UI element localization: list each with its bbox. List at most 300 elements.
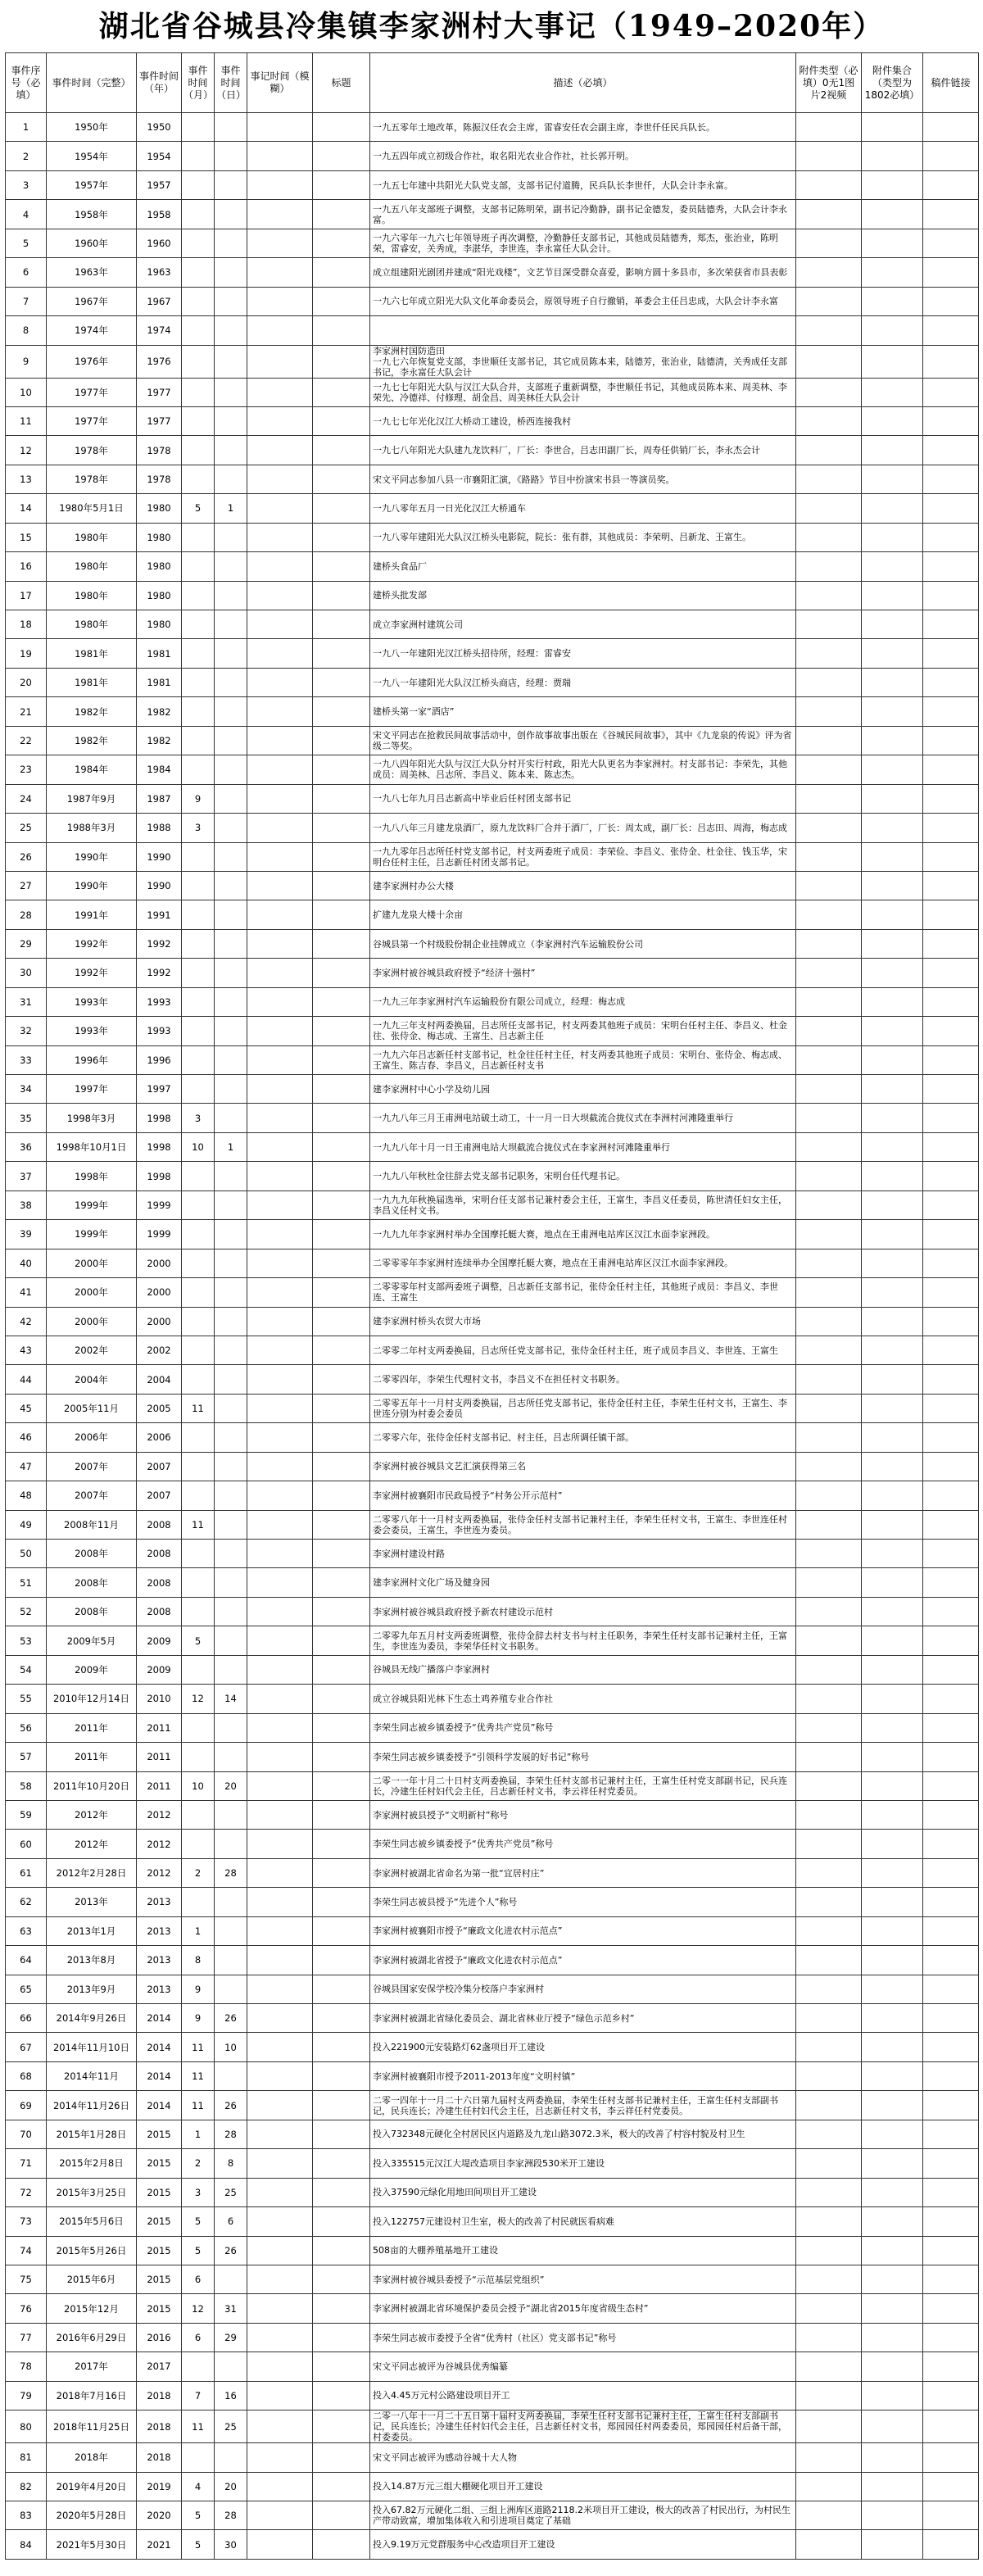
cell-attach-type	[796, 1104, 862, 1132]
cell-day	[215, 1249, 247, 1277]
cell-link	[923, 1540, 979, 1568]
cell-desc: 二零一八年十一月二十五日第十届村支两委换届，李荣生任村支部书记兼村主任，王富生任村支部副书记，民兵连长；冷建生任村妇代会主任，吕志新任村文书，郑园园任村两委委员，郑园园任村后备干部，村委委员。	[370, 2410, 796, 2443]
cell-time-full: 2015年5月26日	[47, 2236, 137, 2265]
cell-desc: 李家洲村被湖北省环境保护委员会授予“湖北省2015年度省级生态村”	[370, 2294, 796, 2323]
cell-day	[215, 406, 247, 435]
cell-seq: 29	[6, 929, 47, 958]
table-row	[6, 142, 979, 170]
table-row	[6, 1132, 979, 1161]
cell-desc: 一九九八年十月一日王甫洲电站大坝截流合拢仪式在李家洲村河滩隆重举行	[370, 1132, 796, 1161]
cell-seq: 63	[6, 1916, 47, 1945]
cell-link	[923, 2352, 979, 2381]
cell-time-vague	[247, 200, 313, 229]
cell-desc: 二零零九年五月村支两委班调整，张侍金辞去村支书与村主任职务，李荣生任村支部书记兼村主任，王富生，李世连为委员，李荣华任村文书职务。	[370, 1626, 796, 1655]
cell-seq: 78	[6, 2352, 47, 2381]
cell-seq: 15	[6, 523, 47, 551]
cell-seq: 53	[6, 1626, 47, 1655]
cell-seq: 12	[6, 436, 47, 465]
cell-desc: 一九九六年吕志新任村支部书记，杜金往任村主任，村支两委其他班子成员：宋明台、张侍金、梅志成、王富生、陈吉春、李昌义，吕志新任村支书	[370, 1045, 796, 1074]
cell-month	[182, 2352, 215, 2381]
table-row	[6, 2265, 979, 2293]
cell-time-vague	[247, 258, 313, 287]
cell-time-full: 1978年	[47, 465, 137, 493]
cell-desc: 投入67.82万元硬化二组、三组上洲库区道路2118.2米项目开工建设，极大的改善了村民出行，为村民生产带动致富，增加集体收入和引进项目奠定了基础	[370, 2501, 796, 2530]
cell-attach-type	[796, 1685, 862, 1713]
cell-subject	[313, 378, 370, 406]
cell-link	[923, 1626, 979, 1655]
cell-attach-set	[862, 229, 923, 257]
cell-link	[923, 2033, 979, 2061]
cell-day: 28	[215, 2501, 247, 2530]
cell-subject	[313, 1685, 370, 1713]
table-row	[6, 1162, 979, 1190]
cell-subject	[313, 1336, 370, 1364]
cell-time-vague	[247, 900, 313, 929]
cell-time-full: 2013年	[47, 1888, 137, 1916]
table-row	[6, 581, 979, 610]
cell-attach-set	[862, 1830, 923, 1858]
table-row	[6, 287, 979, 315]
cell-desc: 李家洲村被谷城县政府授予“经济十强村”	[370, 959, 796, 987]
cell-month	[182, 1190, 215, 1219]
cell-year: 1967	[137, 287, 182, 315]
cell-time-vague	[247, 1278, 313, 1307]
cell-time-full: 1988年3月	[47, 814, 137, 842]
cell-day	[215, 959, 247, 987]
cell-year: 2015	[137, 2178, 182, 2206]
table-row	[6, 345, 979, 378]
cell-link	[923, 755, 979, 784]
cell-seq: 59	[6, 1800, 47, 1829]
table-row	[6, 1916, 979, 1945]
cell-month: 10	[182, 1132, 215, 1161]
cell-year: 2012	[137, 1800, 182, 1829]
cell-attach-type	[796, 668, 862, 696]
cell-time-full: 1958年	[47, 200, 137, 229]
cell-time-vague	[247, 1743, 313, 1771]
cell-subject	[313, 814, 370, 842]
cell-subject	[313, 1888, 370, 1916]
cell-desc: 二零零零年村支部两委班子调整，吕志新任支部书记，张侍金任村主任，其他班子成员：李昌义、李世连、王富生	[370, 1278, 796, 1307]
cell-desc: 二零一一年十月二十日村支两委换届，李荣生任村支部书记兼村主任，王富生任村党支部副书记，民兵连长，冷建生任村妇代会主任，吕志新任村文书，李云祥任村党委员。	[370, 1771, 796, 1800]
cell-month	[182, 1597, 215, 1626]
cell-attach-type	[796, 1075, 862, 1104]
cell-subject	[313, 2061, 370, 2090]
cell-desc: 一九五四年成立初级合作社，取名阳光农业合作社，社长郭开明。	[370, 142, 796, 170]
cell-attach-type	[796, 2178, 862, 2206]
header-subject: 标题	[313, 53, 370, 113]
cell-day: 10	[215, 2033, 247, 2061]
cell-month	[182, 170, 215, 199]
cell-link	[923, 1655, 979, 1684]
cell-seq: 71	[6, 2149, 47, 2178]
cell-link	[923, 229, 979, 257]
cell-subject	[313, 2207, 370, 2236]
cell-attach-set	[862, 1365, 923, 1394]
cell-attach-set	[862, 406, 923, 435]
cell-month	[182, 610, 215, 639]
cell-attach-set	[862, 1888, 923, 1916]
cell-attach-type	[796, 287, 862, 315]
cell-time-vague	[247, 1830, 313, 1858]
cell-year: 2000	[137, 1278, 182, 1307]
cell-desc: 李荣生同志被乡镇委授予“引领科学发展的好书记”称号	[370, 1743, 796, 1771]
cell-subject	[313, 1249, 370, 1277]
cell-desc: 一九七八年阳光大队建九龙饮料厂，厂长：李世合，吕志田副厂长，周寿任供销厂长，李永杰会计	[370, 436, 796, 465]
cell-attach-type	[796, 1888, 862, 1916]
cell-subject	[313, 436, 370, 465]
table-row	[6, 406, 979, 435]
cell-month: 3	[182, 814, 215, 842]
cell-day: 8	[215, 2149, 247, 2178]
cell-year: 2008	[137, 1540, 182, 1568]
cell-time-vague	[247, 784, 313, 813]
cell-subject	[313, 142, 370, 170]
cell-year: 2015	[137, 2236, 182, 2265]
table-row	[6, 900, 979, 929]
cell-subject	[313, 1858, 370, 1887]
cell-desc: 一九五八年支部班子调整，支部书记陈明荣，副书记冷勤静，副书记金德发，委员陆德秀，大队会计李永富。	[370, 200, 796, 229]
cell-time-vague	[247, 726, 313, 755]
cell-attach-set	[862, 1394, 923, 1422]
cell-year: 2009	[137, 1655, 182, 1684]
table-row	[6, 1946, 979, 1975]
table-row	[6, 1190, 979, 1219]
cell-month: 10	[182, 1771, 215, 1800]
cell-desc: 扩建九龙泉大楼十余亩	[370, 900, 796, 929]
cell-day	[215, 436, 247, 465]
cell-time-vague	[247, 2501, 313, 2530]
cell-seq: 35	[6, 1104, 47, 1132]
cell-day	[215, 316, 247, 345]
cell-link	[923, 406, 979, 435]
cell-time-full: 2018年11月25日	[47, 2410, 137, 2443]
cell-day: 1	[215, 494, 247, 523]
cell-month	[182, 1452, 215, 1481]
table-row	[6, 1045, 979, 1074]
cell-subject	[313, 1190, 370, 1219]
cell-seq: 65	[6, 1975, 47, 2003]
cell-time-full: 1954年	[47, 142, 137, 170]
cell-year: 2008	[137, 1510, 182, 1539]
cell-day	[215, 668, 247, 696]
cell-attach-type	[796, 1336, 862, 1364]
cell-year: 1996	[137, 1045, 182, 1074]
table-row	[6, 465, 979, 493]
cell-attach-set	[862, 2149, 923, 2178]
cell-time-vague	[247, 2352, 313, 2381]
cell-desc: 宋文平同志在抢救民间故事活动中，创作故事故事出版在《谷城民间故事》，其中《九龙泉的传说》评为省级二等奖。	[370, 726, 796, 755]
cell-day: 16	[215, 2381, 247, 2410]
cell-time-full: 2018年7月16日	[47, 2381, 137, 2410]
cell-attach-set	[862, 726, 923, 755]
cell-seq: 26	[6, 842, 47, 871]
cell-link	[923, 287, 979, 315]
cell-desc: 建李家洲村文化广场及健身园	[370, 1568, 796, 1597]
table-row	[6, 1975, 979, 2003]
cell-attach-set	[862, 871, 923, 900]
cell-day	[215, 1888, 247, 1916]
cell-time-full: 2000年	[47, 1307, 137, 1336]
cell-attach-type	[796, 1190, 862, 1219]
cell-day	[215, 465, 247, 493]
cell-day: 31	[215, 2294, 247, 2323]
cell-link	[923, 1888, 979, 1916]
cell-time-vague	[247, 1916, 313, 1945]
cell-time-vague	[247, 1481, 313, 1510]
cell-attach-type	[796, 2004, 862, 2033]
cell-desc: 李家洲村被县授予“文明新村”称号	[370, 1800, 796, 1829]
cell-attach-type	[796, 842, 862, 871]
cell-link	[923, 1713, 979, 1742]
table-row	[6, 610, 979, 639]
cell-attach-set	[862, 2207, 923, 2236]
cell-day: 20	[215, 1771, 247, 1800]
cell-attach-set	[862, 959, 923, 987]
cell-time-vague	[247, 987, 313, 1016]
cell-attach-type	[796, 1946, 862, 1975]
cell-month	[182, 1423, 215, 1452]
cell-subject	[313, 755, 370, 784]
cell-time-vague	[247, 1365, 313, 1394]
cell-attach-set	[862, 258, 923, 287]
cell-attach-type	[796, 1597, 862, 1626]
cell-time-full: 2014年11月	[47, 2061, 137, 2090]
cell-year: 1950	[137, 113, 182, 142]
cell-attach-type	[796, 1626, 862, 1655]
cell-seq: 69	[6, 2091, 47, 2120]
cell-day	[215, 1510, 247, 1539]
table-row	[6, 639, 979, 668]
cell-attach-type	[796, 581, 862, 610]
cell-subject	[313, 1597, 370, 1626]
cell-year: 2011	[137, 1713, 182, 1742]
cell-seq: 33	[6, 1045, 47, 1074]
cell-day	[215, 1713, 247, 1742]
table-row	[6, 959, 979, 987]
cell-desc: 一九九八年三月王甫洲电站破土动工，十一月一日大坝截流合拢仪式在李洲村河滩隆重举行	[370, 1104, 796, 1132]
cell-month	[182, 552, 215, 581]
cell-month: 11	[182, 2061, 215, 2090]
cell-year: 2016	[137, 2323, 182, 2352]
cell-day	[215, 1394, 247, 1422]
cell-link	[923, 1858, 979, 1887]
cell-attach-set	[862, 639, 923, 668]
cell-year: 2004	[137, 1365, 182, 1394]
cell-time-vague	[247, 2061, 313, 2090]
table-row	[6, 1771, 979, 1800]
cell-desc: 一九八七年九月吕志新高中毕业后任村团支部书记	[370, 784, 796, 813]
cell-subject	[313, 1771, 370, 1800]
cell-seq: 17	[6, 581, 47, 610]
cell-seq: 46	[6, 1423, 47, 1452]
cell-year: 1990	[137, 842, 182, 871]
cell-attach-set	[862, 1452, 923, 1481]
table-row	[6, 814, 979, 842]
cell-month	[182, 1278, 215, 1307]
cell-subject	[313, 668, 370, 696]
cell-time-vague	[247, 2294, 313, 2323]
cell-subject	[313, 2178, 370, 2206]
cell-seq: 83	[6, 2501, 47, 2530]
cell-attach-type	[796, 1568, 862, 1597]
cell-year: 2015	[137, 2265, 182, 2293]
cell-subject	[313, 726, 370, 755]
cell-time-vague	[247, 1075, 313, 1104]
cell-day	[215, 1916, 247, 1945]
cell-month	[182, 229, 215, 257]
cell-year: 2008	[137, 1597, 182, 1626]
cell-day	[215, 697, 247, 726]
cell-attach-type	[796, 2120, 862, 2148]
cell-attach-set	[862, 784, 923, 813]
cell-link	[923, 697, 979, 726]
cell-link	[923, 1278, 979, 1307]
cell-desc: 一九八四年阳光大队与汉江大队分村开实行村政，阳光大队更名为李家洲村。村支部书记：李荣先，其他成员：周美林、吕志所、李昌义、陈本来、陈志杰。	[370, 755, 796, 784]
cell-subject	[313, 523, 370, 551]
cell-day	[215, 1045, 247, 1074]
cell-time-full: 2015年1月28日	[47, 2120, 137, 2148]
cell-link	[923, 1830, 979, 1858]
cell-month	[182, 1800, 215, 1829]
cell-link	[923, 1307, 979, 1336]
header-seq: 事件序号（必填）	[6, 53, 47, 113]
cell-attach-set	[862, 1655, 923, 1684]
cell-time-vague	[247, 523, 313, 551]
cell-month: 5	[182, 2236, 215, 2265]
cell-seq: 6	[6, 258, 47, 287]
cell-link	[923, 726, 979, 755]
table-row	[6, 668, 979, 696]
cell-link	[923, 1336, 979, 1364]
cell-subject	[313, 1104, 370, 1132]
cell-desc: 投入122757元建设村卫生室，极大的改善了村民就医看病难	[370, 2207, 796, 2236]
cell-day	[215, 1365, 247, 1394]
cell-year: 2006	[137, 1423, 182, 1452]
cell-time-full: 2018年	[47, 2443, 137, 2472]
cell-subject	[313, 287, 370, 315]
cell-attach-set	[862, 2501, 923, 2530]
cell-seq: 51	[6, 1568, 47, 1597]
table-row	[6, 113, 979, 142]
cell-attach-set	[862, 842, 923, 871]
cell-subject	[313, 2004, 370, 2033]
cell-attach-type	[796, 2236, 862, 2265]
cell-seq: 20	[6, 668, 47, 696]
cell-subject	[313, 2472, 370, 2501]
cell-year: 1993	[137, 987, 182, 1016]
cell-day	[215, 1336, 247, 1364]
cell-month: 3	[182, 1104, 215, 1132]
cell-link	[923, 1162, 979, 1190]
cell-desc: 建李家洲村中心小学及幼儿园	[370, 1075, 796, 1104]
cell-day	[215, 287, 247, 315]
cell-time-vague	[247, 1249, 313, 1277]
cell-link	[923, 494, 979, 523]
cell-time-full: 1996年	[47, 1045, 137, 1074]
table-row	[6, 1858, 979, 1887]
table-row	[6, 316, 979, 345]
cell-desc: 一九五零年土地改革，陈振汉任农会主席，雷睿安任农会副主席，李世仟任民兵队长。	[370, 113, 796, 142]
header-time-full: 事件时间（完整）	[47, 53, 137, 113]
cell-link	[923, 1220, 979, 1249]
cell-time-vague	[247, 1190, 313, 1219]
cell-seq: 82	[6, 2472, 47, 2501]
cell-time-vague	[247, 639, 313, 668]
cell-subject	[313, 2265, 370, 2293]
cell-year: 2009	[137, 1626, 182, 1655]
cell-link	[923, 2149, 979, 2178]
cell-desc: 508亩的大棚养殖基地开工建设	[370, 2236, 796, 2265]
cell-link	[923, 1423, 979, 1452]
cell-subject	[313, 784, 370, 813]
cell-month	[182, 900, 215, 929]
cell-desc: 投入37590元绿化用地田间项目开工建设	[370, 2178, 796, 2206]
cell-time-vague	[247, 871, 313, 900]
table-row	[6, 1075, 979, 1104]
cell-desc: 李家洲村被襄阳市民政局授予“村务公开示范村”	[370, 1481, 796, 1510]
cell-time-full: 2006年	[47, 1423, 137, 1452]
table-row	[6, 2530, 979, 2559]
cell-link	[923, 2381, 979, 2410]
table-row	[6, 842, 979, 871]
cell-time-full: 2008年	[47, 1597, 137, 1626]
cell-subject	[313, 1017, 370, 1045]
cell-link	[923, 987, 979, 1016]
cell-seq: 57	[6, 1743, 47, 1771]
cell-link	[923, 1249, 979, 1277]
cell-subject	[313, 959, 370, 987]
cell-day: 14	[215, 1685, 247, 1713]
cell-time-full: 1998年	[47, 1162, 137, 1190]
cell-subject	[313, 2294, 370, 2323]
cell-attach-set	[862, 2381, 923, 2410]
cell-month: 9	[182, 784, 215, 813]
cell-month: 9	[182, 1975, 215, 2003]
cell-day	[215, 814, 247, 842]
cell-time-vague	[247, 2472, 313, 2501]
cell-time-full: 1950年	[47, 113, 137, 142]
cell-time-vague	[247, 1510, 313, 1539]
cell-day	[215, 142, 247, 170]
cell-seq: 73	[6, 2207, 47, 2236]
header-day: 事件时间（日）	[215, 53, 247, 113]
cell-year: 2013	[137, 1946, 182, 1975]
cell-time-full: 2012年	[47, 1800, 137, 1829]
cell-year: 1957	[137, 170, 182, 199]
cell-time-vague	[247, 1540, 313, 1568]
cell-subject	[313, 258, 370, 287]
cell-time-vague	[247, 1336, 313, 1364]
table-row	[6, 2178, 979, 2206]
cell-desc: 李家洲村被襄阳市授予“廉政文化进农村示范点”	[370, 1916, 796, 1945]
cell-seq: 64	[6, 1946, 47, 1975]
cell-time-vague	[247, 814, 313, 842]
cell-day	[215, 1597, 247, 1626]
cell-month	[182, 1220, 215, 1249]
cell-link	[923, 345, 979, 378]
cell-desc: 李家洲村建设村路	[370, 1540, 796, 1568]
cell-seq: 5	[6, 229, 47, 257]
cell-month: 1	[182, 1916, 215, 1945]
cell-month: 2	[182, 1858, 215, 1887]
cell-link	[923, 2265, 979, 2293]
cell-desc: 建李家洲村办公大楼	[370, 871, 796, 900]
cell-subject	[313, 2033, 370, 2061]
cell-day	[215, 200, 247, 229]
cell-subject	[313, 2236, 370, 2265]
table-row	[6, 2033, 979, 2061]
